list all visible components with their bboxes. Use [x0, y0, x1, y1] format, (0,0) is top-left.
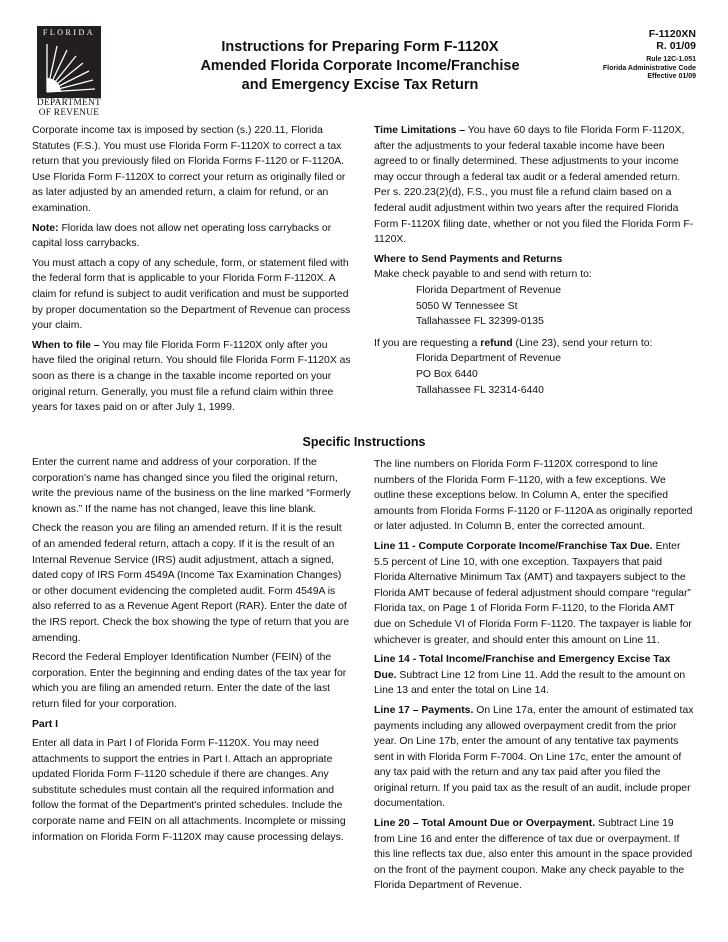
logo-of-revenue: OF REVENUE [38, 108, 100, 118]
time-limitations-paragraph [374, 123, 694, 248]
line-11-paragraph [374, 539, 694, 648]
logo-department: DEPARTMENT [36, 98, 102, 108]
fein-paragraph: Record the Federal Employer Identification Number (FEIN) of the corporation. Enter the beginning and ending dates of the tax year for which you are filing an amended return. Enter the date of the last return filed for your corporation. [32, 652, 347, 710]
line-20-text: Subtract Line 19 from Line 16 and enter the difference of tax due or overpayment. If this line reflects tax due, also enter this amount in the space provided on the front of the payment coupon. Make any check payable to the Florida Department of Revenue. [374, 818, 693, 892]
address-line: Florida Department of Revenue [416, 353, 561, 365]
address-line: Tallahassee FL 32314-6440 [416, 384, 544, 396]
refund-address [374, 351, 694, 398]
page-title [190, 38, 530, 95]
address-line: 5050 W Tennessee St [416, 300, 518, 312]
refund-bold: refund [480, 337, 513, 349]
where-to-send-text: Make check payable to and send with return to: [374, 269, 592, 281]
form-number-block [603, 28, 696, 82]
form-number: F-1120XN [648, 28, 696, 40]
refund-pre: If you are requesting a [374, 337, 481, 349]
intro-right-column [374, 123, 694, 398]
logo-top-text: FLORIDA [42, 28, 96, 37]
line-20-paragraph [374, 816, 694, 894]
when-to-file-paragraph [32, 338, 352, 416]
line-numbers-paragraph: The line numbers on Florida Form F-1120X correspond to line numbers of the Florida Form F-1120, with a few exceptions. We outline these exceptions below. In Column A, enter the specified amounts from Florida Forms F-1120 or F-1120A as originally reported or later adjusted. In Column B, enter the corrected amount. [374, 459, 693, 533]
refund-post: (Line 23), send your return to: [512, 337, 653, 349]
title-line-2: Amended Florida Corporate Income/Franchise [200, 58, 520, 74]
note-label: Note: [32, 222, 59, 234]
sunburst-icon [41, 38, 97, 96]
line-17-paragraph [374, 703, 694, 812]
specific-right-column [374, 457, 694, 898]
intro-left-column [32, 123, 352, 420]
intro-paragraph: Corporate income tax is imposed by section (s.) 220.11, Florida Statutes (F.S.). You must use Florida Form F-1120X to correct a tax return that you previously filed on Florida Forms F-1120 or F-1120A. Use Florida Form F-1120X to correct your return as originally filed or as later adjusted by an amended return, a claim for refund, or an examination. [32, 125, 346, 214]
dor-logo [30, 26, 108, 118]
when-to-file-text: You may file Florida Form F-1120X only after you have filed the original return. You should file Florida Form F-1120X as soon as there is a change in the taxable income reported on your original return. Generally, you must file a refund claim within three years for taxes paid on or after July 1, 1999. [32, 339, 351, 414]
payment-address [374, 283, 694, 330]
part-1-title: Part I [32, 718, 58, 730]
time-limitations-label: Time Limitations – [374, 125, 466, 136]
line-14-paragraph [374, 652, 694, 699]
address-line: PO Box 6440 [416, 368, 478, 380]
note-paragraph [32, 221, 352, 252]
effective-date: Effective 01/09 [647, 73, 696, 81]
form-revision: R. 01/09 [656, 40, 696, 52]
address-line: Florida Department of Revenue [416, 284, 561, 296]
line-14-label: Line 14 - Total Income/Franchise and Emergency Excise Tax Due. [374, 654, 671, 681]
note-text: Florida law does not allow net operating loss carrybacks or capital loss carrybacks. [32, 222, 332, 250]
admin-code: Florida Administrative Code [602, 64, 696, 72]
time-limitations-text: You have 60 days to file Florida Form F-1120X, after the adjustments to your federal taxable income have been agreed to or finally determined. These adjustments to your income may occur through a federal tax audit or a federal amended return. Per s. 220.23(2)(d), F.S., you must file a refund claim based on a federal audit adjustment within two years after the required Florida Form F-1120X filing date, whether or not you filed the Florida Form F-1120X. [374, 125, 694, 246]
part-1-heading [32, 717, 352, 733]
amend-reason-paragraph: Check the reason you are filing an amended return. If it is the result of an amended federal return, attach a copy. If it is the result of an Internal Revenue Service (IRS) audit adjustment, attach a signed, dated copy of IRS Form 4549A (Income Tax Examination Changes) or other document evidencing the completed audit. Form 4549A is also referred to as a Revenue Agent Report (RAR). Enter the date of the IRS report. Check the box showing the type of return that you are amending. [32, 523, 350, 644]
attachment-paragraph: You must attach a copy of any schedule, form, or statement filed with the federal form that is applicable to your Florida Form F-1120X. A claim for refund is subject to audit verification and must be supported by proper documentation so the Department of Revenue can process your claim. [32, 257, 351, 332]
line-17-label: Line 17 – Payments. [374, 704, 474, 716]
line-17-text: On Line 17a, enter the amount of estimated tax payments including any allowed overpayment credit from the prior year. On Line 17b, enter the amount of any tentative tax payments sent in with Florida Form F-7004. On Line 17c, enter the amount of any tax paid with the return and any tax paid after you filed the original return. If you paid tax as the result of an audit, include proper documentation. [374, 704, 694, 810]
name-address-paragraph: Enter the current name and address of your corporation. If the corporation's name has changed since you filed the original return, write the previous name of the business on the line marked “Formerly known as.” If the name has not changed, leave this line blank. [32, 457, 351, 515]
refund-paragraph [374, 336, 694, 352]
when-to-file-label: When to file – [32, 339, 100, 351]
specific-instructions-title: Specific Instructions [302, 435, 426, 449]
rule-number: Rule 12C-1.051 [646, 56, 696, 63]
specific-left-column [32, 455, 352, 849]
line-20-label: Line 20 – Total Amount Due or Overpayment. [374, 818, 596, 830]
line-11-text: Enter 5.5 percent of Line 10, with one exception. Taxpayers that paid Florida Alternative Minimum Tax (AMT) and taxpayers subject to the Florida AMT because of federal adjustment should compare “regular” Florida tax, on Page 1 of Florida Form F-1120, to the Florida AMT due on Schedule VI of Florida Form F-1120. The taxpayer is liable for whichever is greater, and should enter this amount on Line 11. [374, 540, 692, 646]
part-1-paragraph: Enter all data in Part I of Florida Form F-1120X. You may need attachments to support the entries in Part I. Attach an appropriate updated Florida Form F-1120 schedule if there are changes. Any substitute schedules must contain all the required information and follow the format of the Department's printed schedules. Include the corporate name and FEIN on all attachments. Incomplete or missing information on Florida Form F-1120X may cause processing delays. [32, 738, 346, 843]
where-to-send-title: Where to Send Payments and Returns [374, 253, 563, 265]
title-line-1: Instructions for Preparing Form F-1120X [221, 39, 499, 55]
line-14-text: Subtract Line 12 from Line 11. Add the result to the amount on Line 13 and enter the total on Line 14. [374, 669, 686, 697]
logo-emblem [37, 26, 101, 98]
line-11-label: Line 11 - Compute Corporate Income/Franchise Tax Due. [374, 540, 653, 552]
where-to-send-heading [374, 252, 694, 268]
title-line-3: and Emergency Excise Tax Return [241, 77, 479, 93]
address-line: Tallahassee FL 32399-0135 [416, 316, 544, 328]
